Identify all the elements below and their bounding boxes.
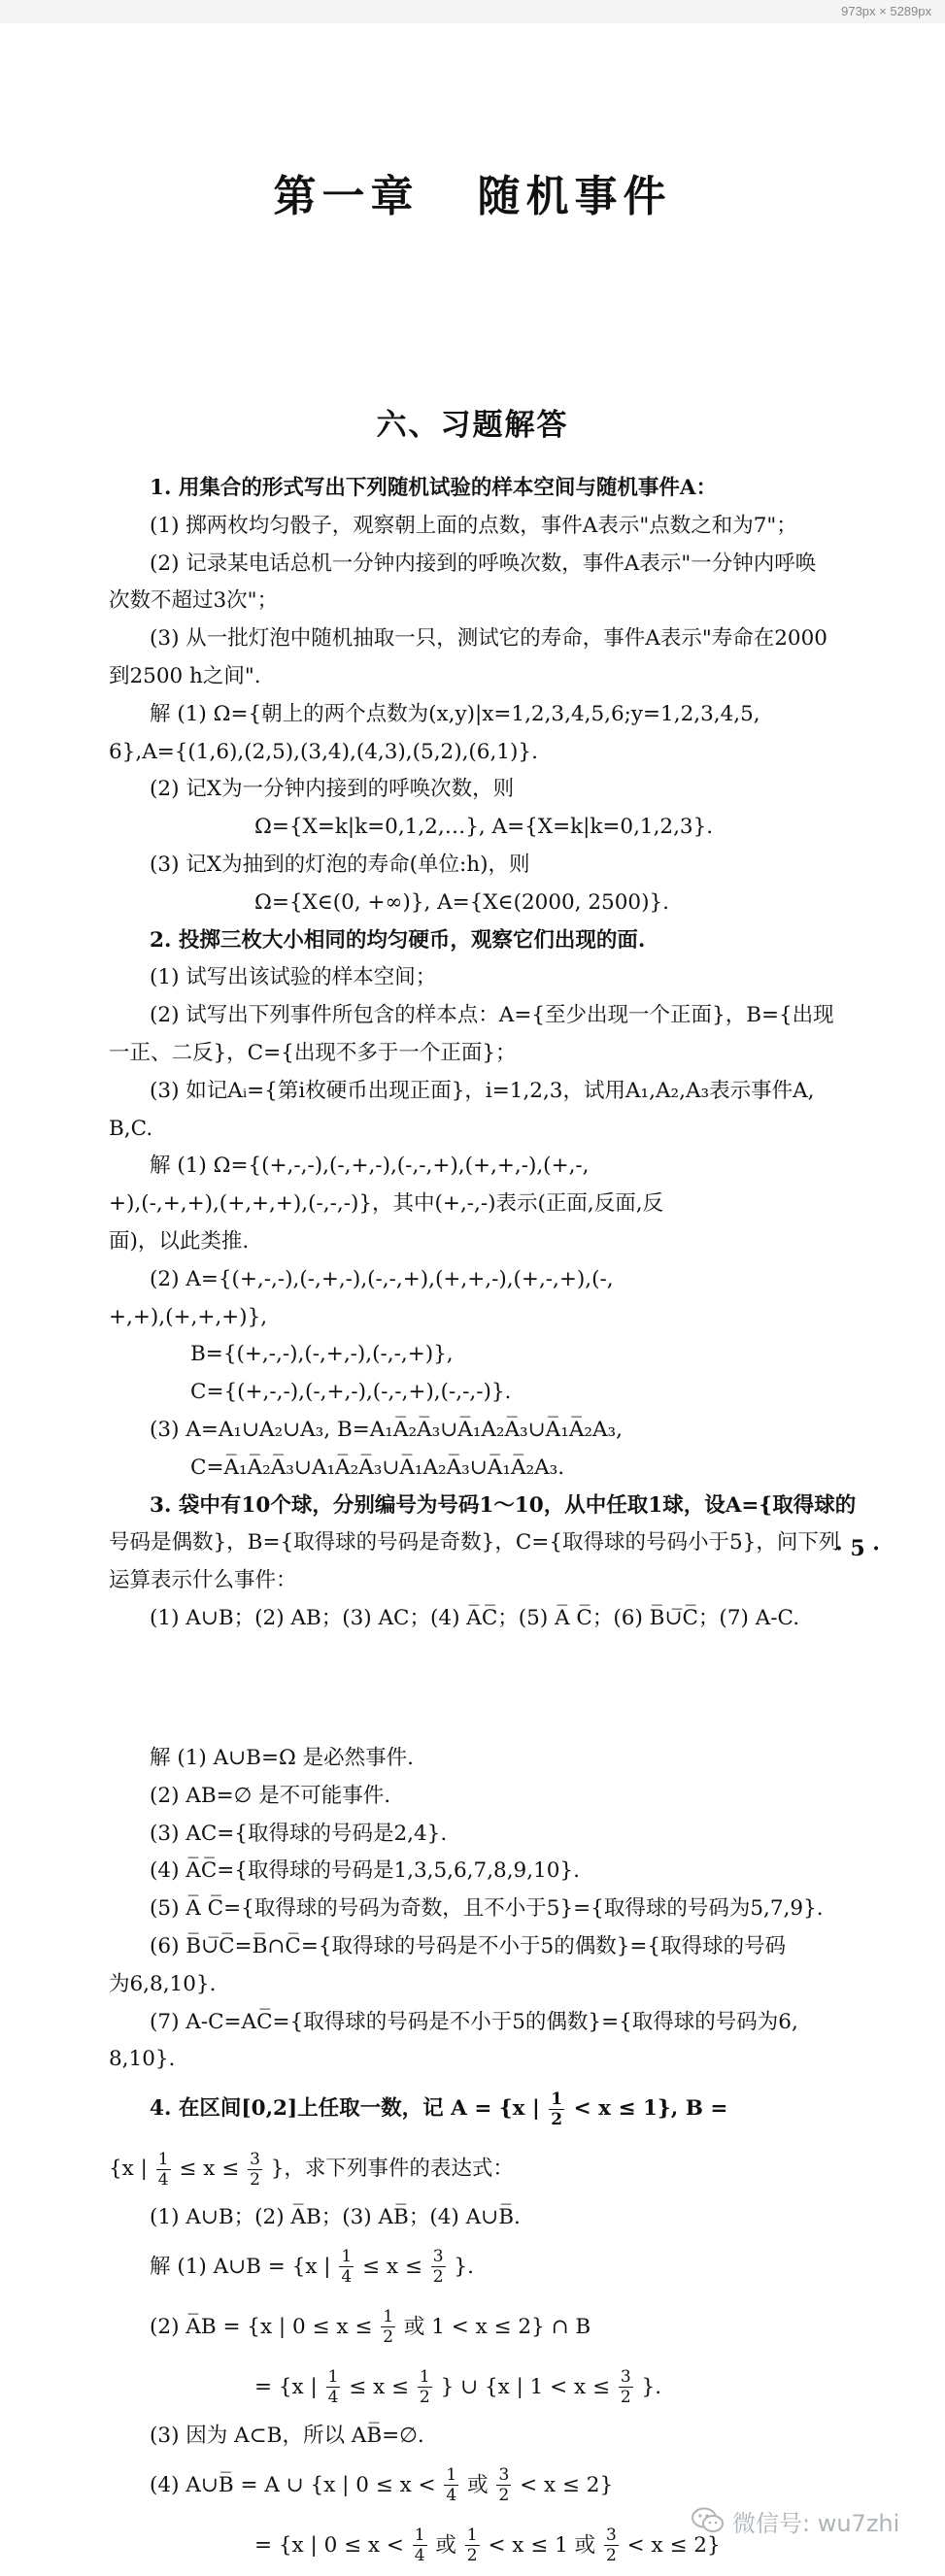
watermark-text: 微信号: wu7zhi: [732, 2509, 900, 2537]
text-line: 为6,8,10}.: [109, 1971, 217, 1996]
text-line: (5) A̅ C̅={取得球的号码为奇数，且不小于5}={取得球的号码为5,7,9}.: [150, 1896, 824, 1922]
formula-line: = {x | 0 ≤ x < $\frac{1}{4}$ 或 $\frac{1}{2}$ < x ≤ 1 或 $\frac{3}{2}$ < x ≤ 2}: [254, 2526, 721, 2566]
text-line: (2) 试写出下列事件所包含的样本点：A={至少出现一个正面}，B={出现: [150, 1003, 834, 1028]
problem-4-statement: 4. 在区间[0,2]上任取一数，记 A = {x | $\frac{1}{2}$ < x ≤ 1}, B =: [150, 2089, 728, 2129]
text-line: {x | $\frac{1}{4}$ ≤ x ≤ $\frac{3}{2}$ }，求下列事件的表达式：: [109, 2149, 514, 2190]
text-line: (2) 记录某电话总机一分钟内接到的呼唤次数，事件A表示"一分钟内呼唤: [150, 551, 817, 576]
formula-line: (2) A̅B = {x | 0 ≤ x ≤ $\frac{1}{2}$ 或 1 < x ≤ 2} ∩ B: [150, 2307, 591, 2348]
page-5-body: [109, 470, 876, 1638]
fraction: $\frac{1}{4}$: [327, 2367, 339, 2408]
text-line: 号码是偶数}，B={取得球的号码是奇数}，C={取得球的号码小于5}，问下列: [109, 1530, 840, 1556]
solution-line: 解 (1) A∪B=Ω 是必然事件.: [150, 1746, 414, 1770]
text-line: 面)，以此类推.: [109, 1228, 250, 1254]
text-line: (6) B̅∪̅C̅=B̅∩C̅={取得球的号码是不小于5的偶数}={取得球的号码: [150, 1933, 787, 1958]
formula-line: Ω={X∈(0, +∞)}, A={X∈(2000, 2500)}.: [254, 889, 669, 915]
wechat-icon: [692, 2507, 725, 2534]
fraction: $\frac{3}{2}$: [432, 2247, 444, 2288]
text-line: 一正、二反}，C={出现不多于一个正面}；: [109, 1040, 517, 1065]
formula-line: C={(+,-,-),(-,+,-),(-,-,+),(-,-,-)}.: [190, 1380, 512, 1405]
text-line: (4) A̅C̅={取得球的号码是1,3,5,6,7,8,9,10}.: [150, 1858, 580, 1884]
text-line: (3) 从一批灯泡中随机抽取一只，测试它的寿命，事件A表示"寿命在2000: [150, 626, 827, 652]
fraction: $\frac{3}{2}$: [250, 2149, 260, 2190]
chapter-title: [0, 161, 945, 223]
fraction: $\frac{1}{4}$: [157, 2149, 169, 2190]
formula-line: (4) A∪B̅ = A ∪ {x | 0 ≤ x < $\frac{1}{4}$ 或 $\frac{3}{2}$ < x ≤ 2}: [150, 2465, 614, 2506]
fraction: $\frac{3}{2}$: [620, 2367, 631, 2408]
formula-line: B={(+,-,-),(-,+,-),(-,-,+)},: [190, 1342, 454, 1367]
chapter-name: 随机事件: [477, 172, 672, 221]
section-title: 六、习题解答: [376, 408, 569, 443]
image-dimensions-label: 973px × 5289px: [841, 4, 931, 18]
text-line: (2) A={(+,-,-),(-,+,-),(-,-,+),(+,+,-),(+,-,+),(-,: [150, 1266, 614, 1291]
formula-line: (3) A=A₁∪A₂∪A₃, B=A₁A̅₂A̅₃∪A̅₁A₂A̅₃∪A̅₁A̅₂A₃,: [150, 1417, 623, 1442]
text-line: (1) A∪B；(2) A̅B；(3) AB̅；(4) A∪B̅.: [150, 2205, 521, 2230]
fraction: $\frac{1}{4}$: [446, 2465, 457, 2506]
solution-line: 解 (1) Ω={(+,-,-),(-,+,-),(-,-,+),(+,+,-),(+,-,: [150, 1154, 590, 1179]
text-line: (2) AB=∅ 是不可能事件.: [150, 1783, 391, 1808]
text-line: (1) 掷两枚均匀骰子，观察朝上面的点数，事件A表示"点数之和为7"；: [150, 513, 797, 538]
problem-3-statement: 3. 袋中有10个球，分别编号为号码1～10，从中任取1球，设A={取得球的: [150, 1492, 857, 1518]
fraction: $\frac{1}{2}$: [383, 2307, 394, 2348]
page-6-body: [109, 1740, 876, 2576]
problem-1-statement: 1. 用集合的形式写出下列随机试验的样本空间与随机事件A：: [150, 476, 718, 500]
formula-line: Ω={X=k|k=0,1,2,…}, A={X=k|k=0,1,2,3}.: [254, 815, 714, 840]
chapter-number: 第一章: [273, 172, 420, 221]
text-line: (3) 如记Aᵢ={第i枚硬币出现正面}，i=1,2,3，试用A₁,A₂,A₃表示事件A,: [150, 1078, 815, 1103]
fraction: $\frac{1}{4}$: [341, 2247, 353, 2288]
text-line: (7) A-C=AC̅={取得球的号码是不小于5的偶数}={取得球的号码为6,: [150, 2009, 798, 2034]
text-line: (1) A∪B；(2) AB；(3) AC；(4) A̅C̅；(5) A̅ C̅；(6) B̅∪̅C̅；(7) A-C.: [150, 1605, 800, 1630]
formula-line: C=A̅₁A̅₂A̅₃∪A₁A̅₂A̅₃∪A̅₁A₂A̅₃∪A̅₁A̅₂A₃.: [190, 1455, 565, 1480]
text-line: (3) 记X为抽到的灯泡的寿命(单位:h)，则: [150, 852, 530, 877]
fraction: $\frac{1}{4}$: [414, 2526, 425, 2566]
viewer-topbar: [0, 0, 945, 23]
solution-line: 解 (1) Ω={朝上的两个点数为(x,y)|x=1,2,3,4,5,6;y=1,2,3,4,5,: [150, 701, 760, 726]
text-line: (3) AC={取得球的号码是2,4}.: [150, 1821, 448, 1846]
text-line: 6},A={(1,6),(2,5),(3,4),(4,3),(5,2),(6,1)}.: [109, 739, 538, 764]
text-line: +,+),(+,+,+)},: [109, 1304, 268, 1329]
text-line: +),(-,+,+),(+,+,+),(-,-,-)}，其中(+,-,-)表示(正面,反面,反: [109, 1191, 664, 1217]
fraction: $\frac{3}{2}$: [498, 2465, 510, 2506]
problem-2-statement: 2. 投掷三枚大小相同的均匀硬币，观察它们出现的面.: [150, 927, 646, 953]
text-line: 次数不超过3次"；: [109, 588, 279, 614]
fraction: $\frac{1}{2}$: [419, 2367, 430, 2408]
fraction: $\frac{1}{2}$: [551, 2089, 563, 2129]
text-line: 运算表示什么事件：: [109, 1568, 297, 1593]
fraction: $\frac{3}{2}$: [605, 2526, 617, 2566]
text-line: B,C.: [109, 1116, 153, 1141]
solution-line: 解 (1) A∪B = {x | $\frac{1}{4}$ ≤ x ≤ $\frac{3}{2}$ }.: [150, 2247, 474, 2288]
text-line: 8,10}.: [109, 2047, 176, 2072]
page-number: · 5 ·: [835, 1536, 880, 1561]
text-line: 到2500 h之间".: [109, 663, 261, 688]
wechat-watermark: [692, 2501, 899, 2540]
fraction: $\frac{1}{2}$: [466, 2526, 478, 2566]
text-line: (1) 试写出该试验的样本空间；: [150, 965, 437, 990]
text-line: (2) 记X为一分钟内接到的呼唤次数，则: [150, 777, 515, 802]
formula-line: = {x | $\frac{1}{4}$ ≤ x ≤ $\frac{1}{2}$ } ∪ {x | 1 < x ≤ $\frac{3}{2}$ }.: [254, 2367, 662, 2408]
text-line: (3) 因为 A⊂B，所以 AB̅=∅.: [150, 2423, 424, 2448]
